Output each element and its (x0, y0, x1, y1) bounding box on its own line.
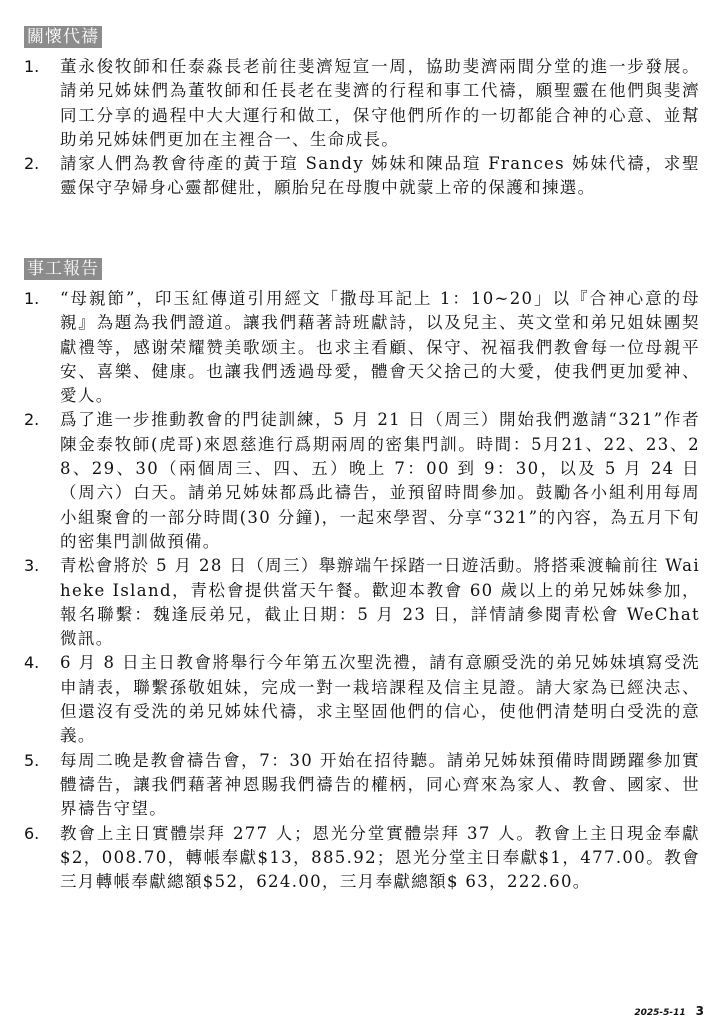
page-number: 3 (695, 1004, 704, 1018)
list-item (0, 408, 724, 554)
footer-date: 2025-5-11 (634, 1008, 686, 1018)
section-title-prayer: 關懷代禱 (24, 26, 102, 48)
item-number: 2. (24, 410, 40, 430)
item-number: 2. (24, 154, 40, 174)
prayer-list (0, 55, 724, 201)
item-text: “母親節”，印玉紅傳道引用經文「撒母耳記上 1：10~20」以『合神心意的母親』為題為我們證道。讓我們藉著詩班獻詩，以及兒主、英文堂和弟兄姐妹團契獻禮等，感谢荣耀赞美歌颂主。也求主看顧、保守、祝福我們教會每一位母親平安、喜樂、健康。也讓我們透過母愛，體會天父捨己的大愛，使我們更加愛神、愛人。 (60, 289, 700, 406)
page-footer (634, 1004, 704, 1018)
list-item (0, 55, 724, 152)
item-number: 1. (24, 57, 40, 76)
item-number: 5. (24, 750, 40, 770)
item-text: 董永俊牧師和任泰淼長老前往斐濟短宣一周，協助斐濟兩間分堂的進一步發展。請弟兄姊妹們為董牧師和任長老在斐濟的行程和事工代禱，願聖靈在他們與斐濟同工分享的過程中大大運行和做工，保守他們所作的一切都能合神的心意、並幫助弟兄姊妹們更加在主裡合一、生命成長。 (60, 57, 700, 149)
item-number: 3. (24, 556, 40, 576)
item-number: 1. (24, 289, 40, 308)
item-number: 6. (24, 823, 40, 843)
item-text: 每周二晚是教會禱告會，7：30 开始在招待聽。請弟兄姊妹預備時間踴躍參加實體禱告，讓我們藉著神恩賜我們禱告的權柄，同心齊來為家人、教會、國家、世界禱告守望。 (60, 750, 700, 819)
list-item (0, 287, 724, 408)
section-title-ministry-report: 事工報告 (24, 258, 102, 280)
item-text: 青松會將於 5 月 28 日（周三）舉辦端午採踏一日遊活動。將搭乘渡輪前往 Waiheke Island，青松會提供當天午餐。歡迎本教會 60 歲以上的弟兄姊妹參加，報名聯繫：魏逢辰弟兄，截止日期：5 月 23 日，詳情請參閱青松會 WeChat 微訊。 (60, 556, 700, 649)
list-item (0, 822, 724, 895)
item-number: 4. (24, 653, 40, 673)
item-text: 請家人們為教會待產的黃于瑄 Sandy 姊妹和陳品瑄 Frances 姊妹代禱，求聖靈保守孕婦身心靈都健壯，願胎兒在母腹中就蒙上帝的保護和揀選。 (60, 154, 700, 198)
item-text: 爲了進一步推動教會的門徒訓練，5 月 21 日（周三）開始我們邀請“321”作者陳金泰牧師(虎哥)來恩慈進行爲期兩周的密集門訓。時間：5月21、22、23、28、29、30（兩個周三、四、五）晚上 7：00 到 9：30，以及 5 月 24 日（周六）白天。請弟兄姊妹都爲此禱告，並預留時間參加。鼓勵各小組利用每周小組聚會的一部分時間(30 分鐘)，一起來學習、分享“321”的內容，為五月下旬的密集門訓做預備。 (60, 410, 700, 551)
list-item (0, 152, 724, 201)
item-text: 教會上主日實體崇拜 277 人；恩光分堂實體崇拜 37 人。教會上主日現金奉獻$2，008.70，轉帳奉獻$13，885.92；恩光分堂主日奉獻$1，477.00。教會三月轉帳奉獻總額$52，624.00，三月奉獻總額$ 63，222.60。 (60, 823, 700, 892)
list-item (0, 749, 724, 822)
item-text: 6 月 8 日主日教會將舉行今年第五次聖洗禮，請有意願受洗的弟兄姊妹填寫受洗申請表，聯繫孫敬姐妹，完成一對一栽培課程及信主見證。請大家為已經決志、但還沒有受洗的弟兄姊妹代禱，求主堅固他們的信心，使他們清楚明白受洗的意義。 (60, 653, 700, 746)
list-item (0, 554, 724, 651)
ministry-report-list (0, 287, 724, 894)
list-item (0, 651, 724, 748)
